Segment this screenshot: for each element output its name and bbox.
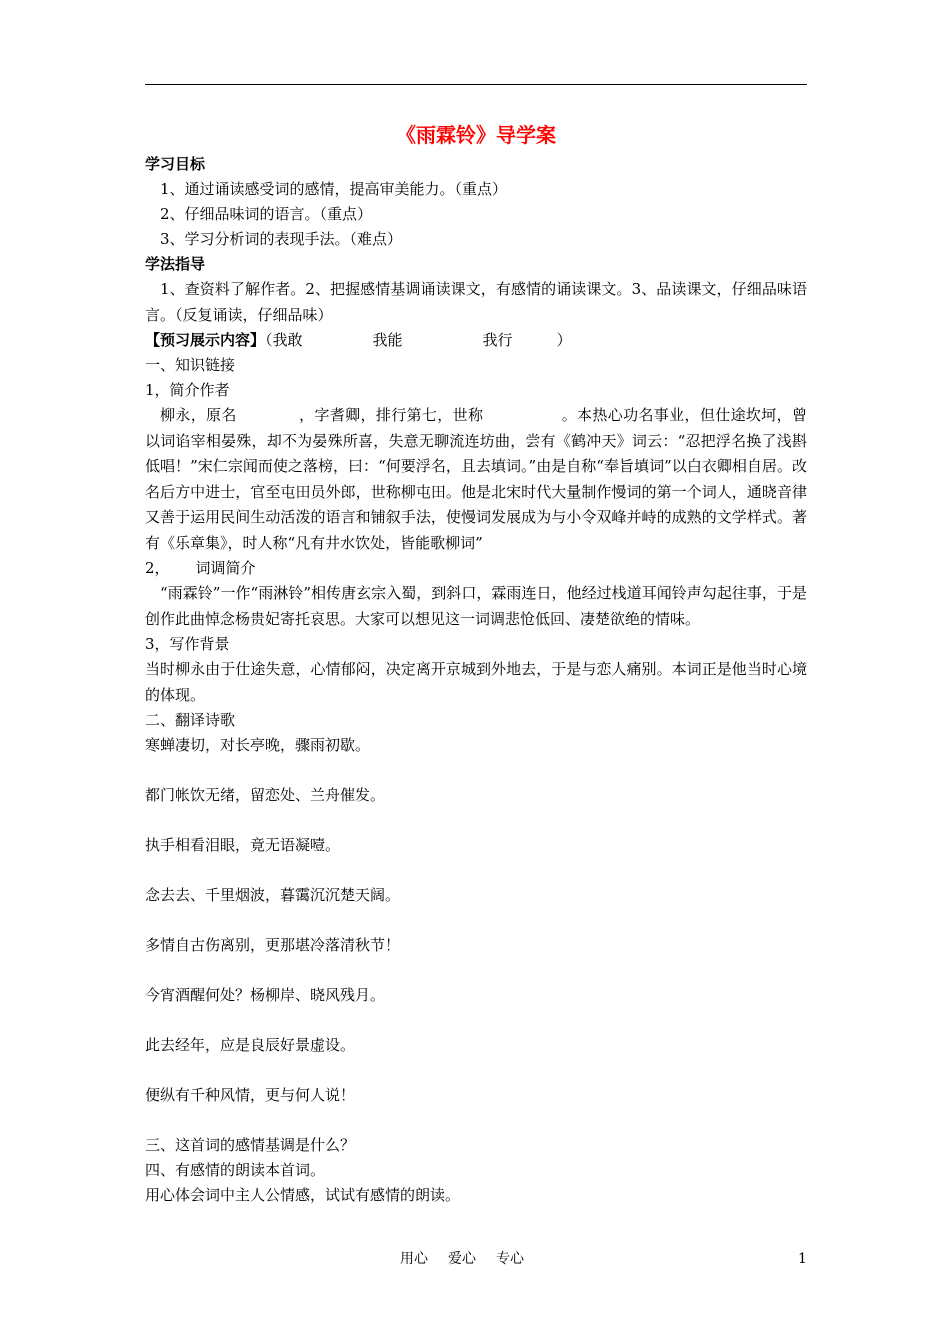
footer-word: 专心 bbox=[496, 1251, 524, 1267]
section4-text: 用心体会词中主人公情感，试试有感情的朗读。 bbox=[145, 1186, 461, 1204]
method-text: 1、查资料了解作者。2、把握感情基调诵读课文，有感情的诵读课文。3、品读课文，仔细品味语言。（反复诵读，仔细品味） bbox=[145, 280, 807, 324]
section3-heading: 三、这首词的感情基调是什么？ bbox=[145, 1136, 356, 1154]
goal-item: 2、仔细品味词的语言。（重点） bbox=[160, 205, 373, 223]
background-heading: 3，写作背景 bbox=[145, 635, 230, 653]
goal-item: 3、学习分析词的表现手法。（难点） bbox=[160, 230, 403, 248]
poem-line: 念去去、千里烟波，暮霭沉沉楚天阔。 bbox=[145, 886, 401, 904]
preview-part-3: 我行 bbox=[482, 331, 513, 349]
goal-item: 1、通过诵读感受词的感情，提高审美能力。（重点） bbox=[160, 180, 508, 198]
author-text bbox=[145, 403, 807, 556]
tune-text: “雨霖铃”一作“雨淋铃”相传唐玄宗入蜀，到斜口，霖雨连日，他经过栈道耳闻铃声勾起往事，于是创作此曲悼念杨贵妃寄托哀思。大家可以想见这一词调悲怆低回、凄楚欲绝的情味。 bbox=[145, 584, 807, 628]
author-heading: 1，简介作者 bbox=[145, 381, 230, 399]
section2-heading: 二、翻译诗歌 bbox=[145, 711, 236, 729]
poem-line: 此去经年，应是良辰好景虚设。 bbox=[145, 1036, 356, 1054]
tune-heading: 词调简介 bbox=[195, 559, 256, 577]
section1-heading: 一、知识链接 bbox=[145, 356, 236, 374]
page-title: 《雨霖铃》导学案 bbox=[396, 123, 556, 147]
tune-heading-line bbox=[145, 556, 807, 581]
poem-line: 寒蝉凄切，对长亭晚，骤雨初歇。 bbox=[145, 736, 371, 754]
document-body bbox=[145, 118, 807, 1208]
preview-part-1: （我敢 bbox=[265, 331, 303, 349]
tune-number: 2， bbox=[145, 559, 170, 577]
preview-part-4: ） bbox=[556, 331, 572, 349]
author-text-a: 柳永，原名 bbox=[160, 406, 237, 424]
page-number: 1 bbox=[798, 1251, 807, 1267]
preview-line bbox=[145, 328, 807, 353]
author-text-b: ，字耆卿，排行第七，世称 bbox=[298, 406, 484, 424]
poem-line: 多情自古伤离别，更那堪冷落清秋节！ bbox=[145, 936, 401, 954]
footer-word: 爱心 bbox=[448, 1251, 476, 1267]
poem-line: 便纵有千种风情，更与何人说！ bbox=[145, 1086, 356, 1104]
poem-line: 今宵酒醒何处？杨柳岸、晓风残月。 bbox=[145, 986, 386, 1004]
header-rule bbox=[145, 84, 807, 85]
preview-label: 【预习展示内容】 bbox=[145, 331, 266, 349]
footer-motto bbox=[400, 1249, 544, 1269]
section4-heading: 四、有感情的朗读本首词。 bbox=[145, 1161, 326, 1179]
author-text-c: 。本热心功名事业，但仕途坎坷，曾以词谄宰相晏殊，却不为晏殊所喜，失意无聊流连坊曲，尝有《鹤冲天》词云：“忍把浮名换了浅斟低唱！”宋仁宗闻而使之落榜，曰：“何要浮名，且去填词。”由是自称“奉旨填词”以白衣卿相自居。改名后方中进士，官至屯田员外郎，世称柳屯田。他是北宋时代大量制作慢词的第一个词人，通晓音律又善于运用民间生动活泼的语言和铺叙手法，使慢词发展成为与小令双峰并峙的成熟的文学样式。著有《乐章集》，时人称“凡有井水饮处，皆能歌柳词” bbox=[145, 406, 807, 552]
preview-part-2: 我能 bbox=[372, 331, 403, 349]
poem-line: 都门帐饮无绪，留恋处、兰舟催发。 bbox=[145, 786, 386, 804]
goals-heading: 学习目标 bbox=[145, 155, 206, 173]
poem-line: 执手相看泪眼，竟无语凝噎。 bbox=[145, 836, 341, 854]
background-text: 当时柳永由于仕途失意，心情郁闷，决定离开京城到外地去，于是与恋人痛别。本词正是他当时心境的体现。 bbox=[145, 660, 807, 704]
footer-word: 用心 bbox=[400, 1251, 428, 1267]
method-heading: 学法指导 bbox=[145, 255, 206, 273]
